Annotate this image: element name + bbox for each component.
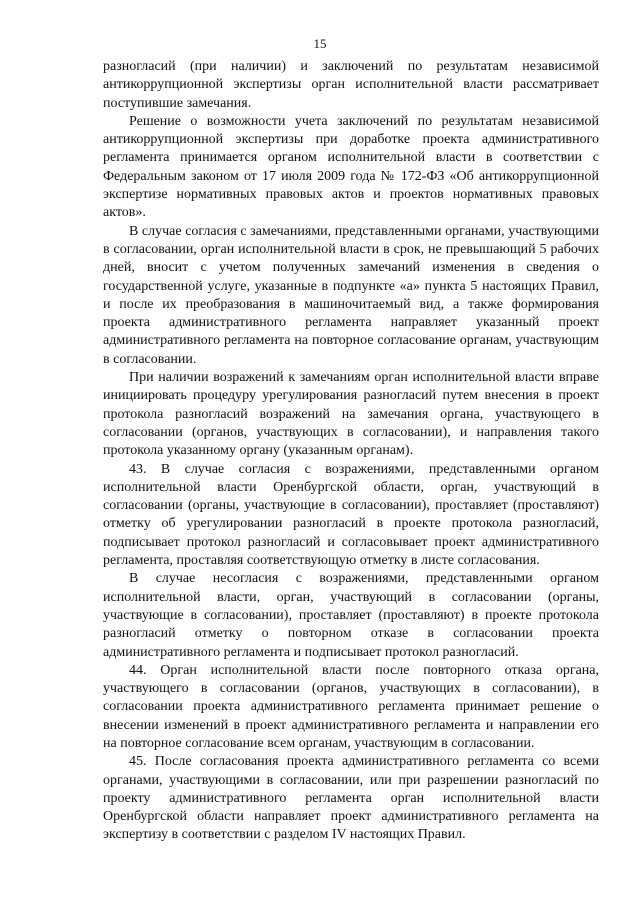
paragraph-4: При наличии возражений к замечаниям орган исполнительной власти вправе инициировать процедуру урегулирования разногласий путем внесения в проект протокола разногласий возражений на замечания органа, участвующего в согласовании (органов, участвующих в согласовании), и направления такого протокола указанному органу (указанным органам).: [103, 370, 599, 459]
document-body: [103, 58, 599, 845]
paragraph-6: В случае несогласия с возражениями, представленными органом исполнительной власти, орган, участвующий в согласовании (органы, участвующие в согласовании), проставляет (проставляют) в проекте протокола разногласий отметку о повторном отказе в согласовании проекта административного регламента и подписывает протокол разногласий.: [103, 571, 599, 660]
paragraph-2: Решение о возможности учета заключений по результатам независимой антикоррупционной экспертизы при доработке проекта административного регламента принимается органом исполнительной власти в соответствии с Федеральным законом от 17 июля 2009 года № 172-ФЗ «Об антикоррупционной экспертизе нормативных правовых актов и проектов нормативных правовых актов».: [103, 113, 599, 221]
paragraph-1: разногласий (при наличии) и заключений по результатам независимой антикоррупционной экспертизы орган исполнительной власти рассматривает поступившие замечания.: [103, 59, 599, 111]
paragraph-8-item-45: 45. После согласования проекта административного регламента со всеми органами, участвующими в согласовании, или при разрешении разногласий по проекту административного регламента орган исполнительной власти Оренбургской области направляет проект административного регламента на экспертизу в соответствии с разделом IV настоящих Правил.: [103, 754, 599, 843]
page-number: 15: [313, 36, 327, 51]
paragraph-3: В случае согласия с замечаниями, представленными органами, участвующими в согласовании, орган исполнительной власти в срок, не превышающий 5 рабочих дней, вносит с учетом полученных замечаний изменения в сведения о государственной услуге, указанные в подпункте «а» пункта 5 настоящих Правил, и после их преобразования в машиночитаемый вид, а также формирования проекта административного регламента направляет указанный проект административного регламента на повторное согласование органам, участвующим в согласовании.: [103, 223, 599, 367]
paragraph-7-item-44: 44. Орган исполнительной власти после повторного отказа органа, участвующего в согласовании (органов, участвующих в согласовании), в согласовании проекта административного регламента принимает решение о внесении изменений в проект административного регламента и направлении его на повторное согласование всем органам, участвующим в согласовании.: [103, 662, 599, 751]
paragraph-5-item-43: 43. В случае согласия с возражениями, представленными органом исполнительной власти Оренбургской области, орган, участвующий в согласовании (органы, участвующие в согласовании), проставляет (проставляют) отметку об урегулировании разногласий в проекте протокола разногласий, подписывает протокол разногласий и согласовывает проект административного регламента, проставляя соответствующую отметку в листе согласования.: [103, 461, 599, 569]
